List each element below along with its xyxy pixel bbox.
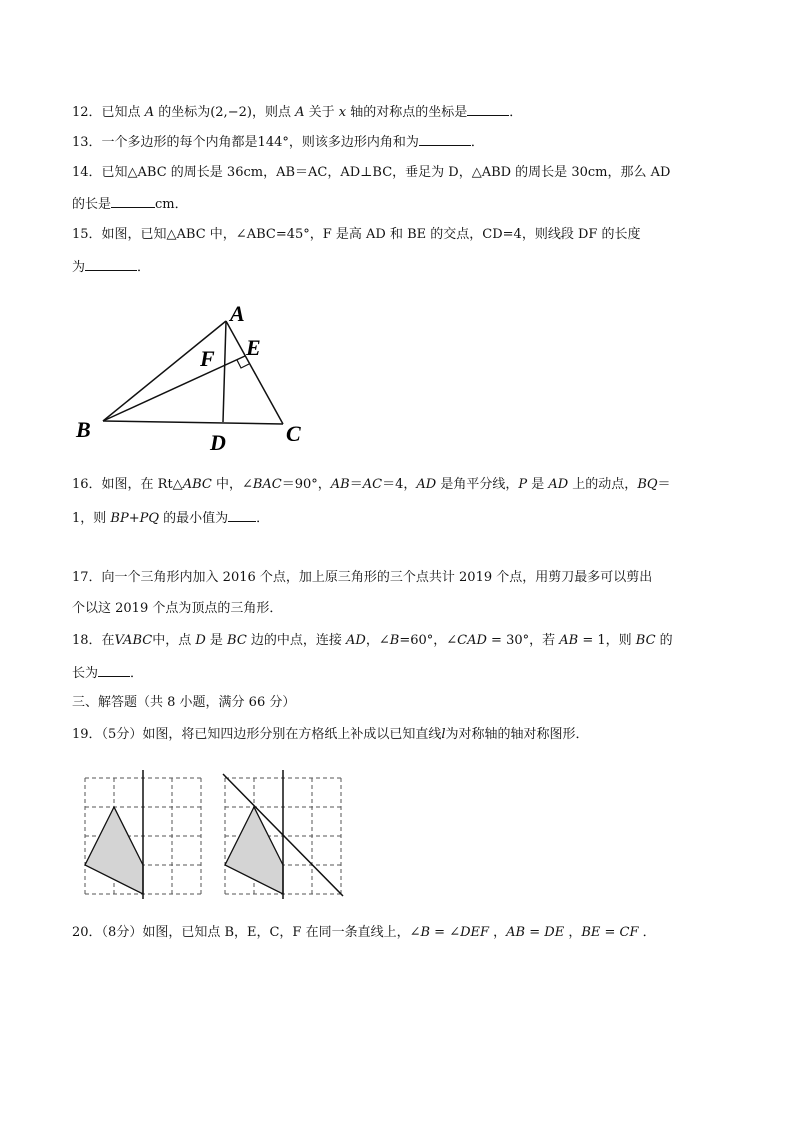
q18-text: 边的中点，连接 — [246, 633, 347, 648]
q18-text: = 30°，若 — [486, 633, 560, 648]
question-18-line-1 — [72, 631, 673, 651]
q12-text: ，则点 — [251, 105, 296, 120]
q16-text: ＝ — [349, 477, 363, 492]
q20-text: ， — [489, 925, 507, 940]
q16-period: ． — [256, 511, 270, 526]
q18-answer-blank — [98, 662, 130, 677]
q18-text: = 1，则 — [578, 633, 636, 648]
question-15-line-1: 15．如图，已知△ABC 中，∠ABC=45°，F 是高 AD 和 BE 的交点，CD=4，则线段 DF 的长度 — [72, 227, 641, 242]
label-c: C — [286, 421, 301, 446]
label-d: D — [210, 430, 226, 455]
question-19 — [72, 725, 589, 745]
q16-var: AD — [548, 477, 569, 492]
question-16-line-1 — [72, 475, 671, 495]
q15-answer-blank — [85, 256, 137, 271]
q20-text: ， — [564, 925, 582, 940]
question-20 — [72, 923, 656, 943]
q18-text: 长为 — [72, 666, 99, 681]
q12-text: 关于 — [304, 105, 339, 120]
label-f: F — [200, 346, 215, 371]
given-quadrilateral — [225, 807, 283, 894]
q20-text: 20．（8分）如图，已知点 B，E，C，F 在同一条直线上， — [72, 925, 410, 940]
question-14-line-2 — [72, 193, 188, 215]
q18-text: ，∠ — [365, 633, 390, 648]
segment-bc — [103, 421, 283, 424]
label-b: B — [76, 417, 91, 442]
q20-condition-3: BE = CF — [581, 925, 639, 940]
q13-angle: 144° — [257, 135, 289, 150]
q16-text: 1，则 — [72, 511, 111, 526]
question-12 — [72, 101, 522, 123]
q19-text: 为对称轴的轴对称图形． — [445, 727, 589, 742]
q18-var: AD — [346, 633, 366, 648]
q12-text: 轴的对称点的坐标是 — [346, 105, 468, 120]
q18-period: ． — [130, 666, 144, 681]
q16-var: BAC — [252, 477, 282, 492]
q16-text: 是角平分线， — [436, 477, 519, 492]
figure-19-left-grid — [82, 768, 212, 900]
q15-text: 为 — [72, 260, 86, 275]
q16-var: ABC — [182, 477, 212, 492]
q12-coordinate: (2,−2) — [210, 105, 252, 120]
q16-text: 的最小值为 — [159, 511, 229, 526]
q13-text: ，则该多边形内角和为 — [288, 135, 419, 150]
q16-var: AB — [330, 477, 350, 492]
label-e: E — [246, 335, 261, 360]
question-15-line-2 — [72, 256, 150, 278]
q13-period: ． — [470, 135, 484, 150]
q20-period: ． — [638, 925, 656, 940]
q18-var: BC — [227, 633, 247, 648]
q16-text: 是 — [527, 477, 549, 492]
q15-period: ． — [137, 260, 151, 275]
q18-text: =60°，∠ — [399, 633, 458, 648]
question-18-line-2 — [72, 662, 143, 684]
q19-text: 19．（5分）如图，将已知四边形分别在方格纸上补成以已知直线 — [72, 727, 442, 742]
q16-var: AD — [416, 477, 437, 492]
q18-var: AB — [559, 633, 579, 648]
q20-condition-1: ∠B = ∠DEF — [409, 925, 490, 940]
q16-var: AC — [362, 477, 383, 492]
q18-var: D — [195, 633, 206, 648]
q16-var: BQ — [637, 477, 658, 492]
q16-answer-blank — [228, 507, 256, 522]
segment-ab — [103, 321, 226, 421]
q20-condition-2: AB = DE — [506, 925, 565, 940]
q18-var: BC — [635, 633, 656, 648]
q13-answer-blank — [419, 131, 471, 146]
q12-text: 的坐标为 — [154, 105, 211, 120]
q18-text: 中，点 — [152, 633, 196, 648]
q12-x-axis: x — [338, 105, 347, 120]
q14-text: 的长是 — [72, 197, 112, 212]
q16-text: 中，∠ — [211, 477, 253, 492]
q12-period: ． — [509, 105, 523, 120]
q14-answer-blank — [111, 193, 155, 208]
altitude-ad — [223, 321, 226, 422]
q18-text: 是 — [205, 633, 228, 648]
given-quadrilateral — [85, 807, 143, 894]
right-angle-mark — [237, 360, 249, 368]
q16-text: ＝90°， — [281, 477, 331, 492]
question-16-line-2 — [72, 507, 269, 529]
q18-text: 18．在 — [72, 633, 115, 648]
q18-var: VABC — [114, 633, 153, 648]
q18-var: CAD — [457, 633, 487, 648]
q12-answer-blank — [467, 101, 509, 116]
q19-line-l: l — [441, 727, 446, 742]
q16-text: 上的动点， — [568, 477, 638, 492]
section-3-heading: 三、解答题（共 8 小题，满分 66 分） — [72, 695, 296, 710]
q12-point-a: A — [144, 105, 155, 120]
q16-text: ＝ — [657, 477, 671, 492]
q18-text: 的 — [655, 633, 673, 648]
q16-text: 16．如图，在 Rt△ — [72, 477, 183, 492]
label-a: A — [230, 301, 245, 326]
figure-15-triangle — [70, 295, 320, 460]
q16-var: BP+PQ — [110, 511, 160, 526]
question-17-line-1: 17．向一个三角形内加入 2016 个点，加上原三角形的三个点共计 2019 个点，用剪刀最多可以剪出 — [72, 570, 653, 585]
question-17-line-2: 个以这 2019 个点为顶点的三角形． — [72, 601, 283, 616]
question-13 — [72, 131, 484, 153]
figure-19-right-grid — [220, 768, 350, 900]
q16-text: ＝4， — [382, 477, 417, 492]
q12-point-a: A — [295, 105, 305, 120]
q12-text: 12．已知点 — [72, 105, 145, 120]
q16-var: P — [518, 477, 528, 492]
question-14-line-1: 14．已知△ABC 的周长是 36cm，AB＝AC，AD⊥BC，垂足为 D，△ABD 的周长是 30cm，那么 AD — [72, 165, 671, 180]
q14-unit: cm． — [155, 197, 188, 212]
q13-text: 13．一个多边形的每个内角都是 — [72, 135, 258, 150]
q18-var: B — [389, 633, 400, 648]
